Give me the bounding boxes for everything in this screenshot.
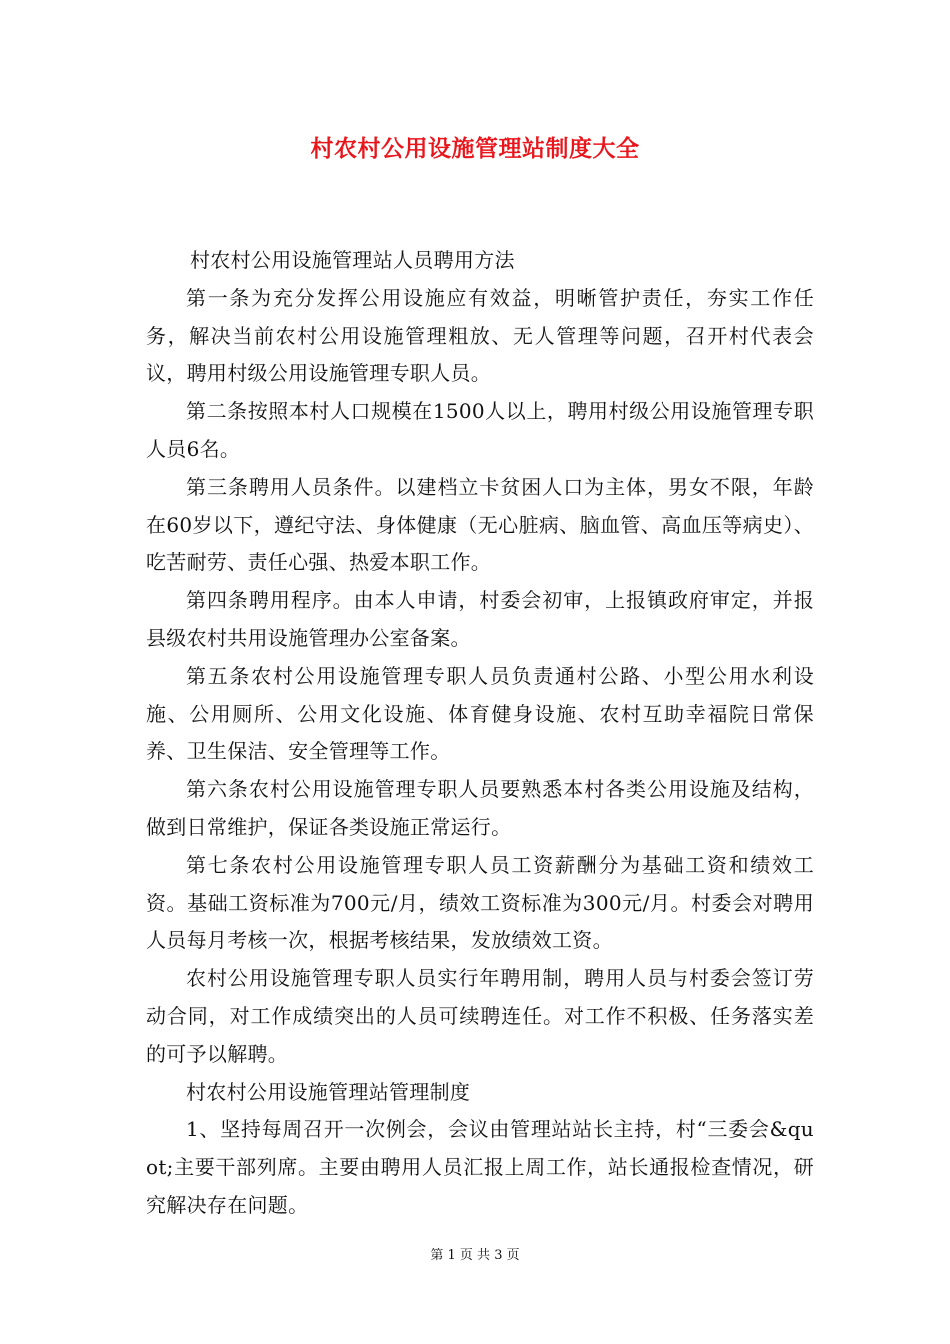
- paragraph: 第七条农村公用设施管理专职人员工资薪酬分为基础工资和绩效工资。基础工资标准为700元/月，绩效工资标准为300元/月。村委会对聘用人员每月考核一次，根据考核结果，发放绩效工资。: [146, 852, 814, 953]
- paragraph: 第三条聘用人员条件。以建档立卡贫困人口为主体，男女不限，年龄在60岁以下，遵纪守法、身体健康（无心脏病、脑血管、高血压等病史）、吃苦耐劳、责任心强、热爱本职工作。: [146, 474, 814, 575]
- document-title: 村农村公用设施管理站制度大全: [310, 135, 640, 162]
- section-heading: 村农村公用设施管理站人员聘用方法: [190, 248, 515, 272]
- page-number-footer: [0, 1247, 950, 1265]
- document-body: [146, 242, 814, 1225]
- footer-total-pages: 3: [494, 1248, 503, 1263]
- footer-current-page: 1: [447, 1248, 456, 1263]
- paragraph: 第四条聘用程序。由本人申请，村委会初审，上报镇政府审定，并报县级农村共用设施管理办公室备案。: [146, 588, 814, 650]
- footer-middle: 页 共: [459, 1248, 491, 1263]
- paragraph: 第五条农村公用设施管理专职人员负责通村公路、小型公用水利设施、公用厕所、公用文化设施、体育健身设施、农村互助幸福院日常保养、卫生保洁、安全管理等工作。: [146, 663, 814, 764]
- paragraph: 1、坚持每周召开一次例会，会议由管理站站长主持，村“三委会&quot;主要干部列席。主要由聘用人员汇报上周工作，站长通报检查情况，研究解决存在问题。: [146, 1117, 814, 1217]
- paragraph: 第二条按照本村人口规模在1500人以上，聘用村级公用设施管理专职人员6名。: [146, 399, 814, 461]
- footer-suffix: 页: [506, 1248, 520, 1263]
- footer-prefix: 第: [430, 1248, 444, 1263]
- paragraph: 农村公用设施管理专职人员实行年聘用制，聘用人员与村委会签订劳动合同，对工作成绩突出的人员可续聘连任。对工作不积极、任务落实差的可予以解聘。: [146, 966, 814, 1066]
- section-heading: 村农村公用设施管理站管理制度: [186, 1079, 471, 1104]
- paragraph: 第六条农村公用设施管理专职人员要熟悉本村各类公用设施及结构，做到日常维护，保证各类设施正常运行。: [146, 777, 814, 839]
- paragraph: 第一条为充分发挥公用设施应有效益，明晰管护责任，夯实工作任务，解决当前农村公用设施管理粗放、无人管理等问题，召开村代表会议，聘用村级公用设施管理专职人员。: [146, 285, 814, 386]
